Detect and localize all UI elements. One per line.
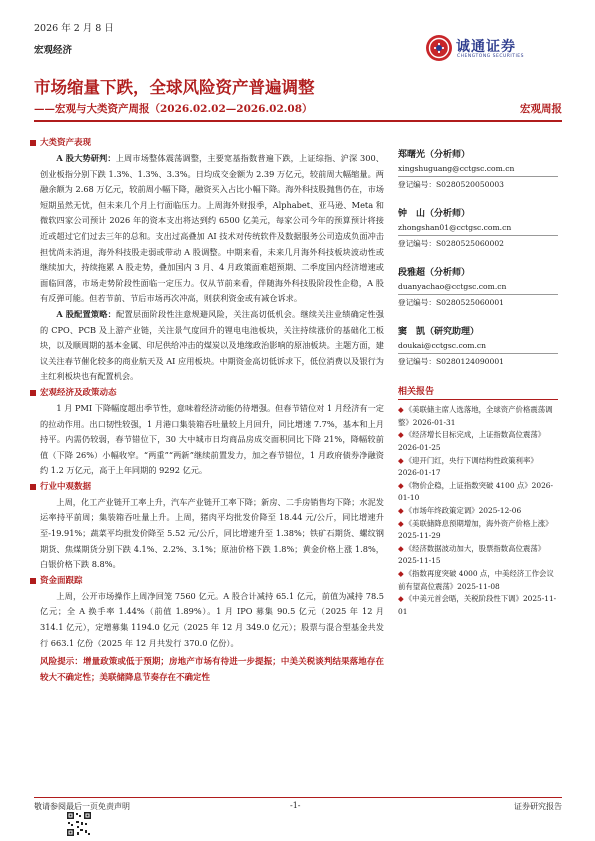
report-subtitle: ——宏观与大类资产周报（2026.02.02—2026.02.08）	[34, 103, 313, 115]
bullet-icon: ◆	[398, 594, 404, 604]
related-report-item[interactable]: ◆《美联储降息预期增加，海外资产价格上涨》2025-11-29	[398, 518, 553, 541]
divider	[398, 235, 558, 236]
report-date: 2026 年 2 月 8 日	[34, 23, 114, 34]
logo-text-en: CHENGTONG SECURITIES	[457, 54, 525, 59]
bullet-icon: ◆	[398, 480, 404, 490]
paragraph-a-share-strategy	[40, 307, 384, 385]
related-report-item[interactable]: ◆《物价企稳，上证指数突破 4100 点》2026-01-10	[398, 480, 553, 503]
related-report-item[interactable]: ◆《经济增长目标完成，上证指数高位震荡》2026-01-25	[398, 430, 546, 452]
report-type: 宏观周报	[520, 103, 562, 115]
footer-disclaimer[interactable]: 敬请参阅最后一页免责声明	[34, 802, 130, 811]
bullet-icon: ◆	[398, 405, 404, 415]
paragraph-a-share-outlook	[40, 151, 384, 307]
paragraph-body: 上周市场整体震荡调整，主要宽基指数普遍下跌，上证综指、沪深 300、创业板指分别下跌 1.3%、1.3%、3.3%。日均成交金额为 2.39 万亿元，较前周大幅缩量。两融余额为 2.68 万亿元，较前周小幅下降，融资买入占比小幅下降。海外科技股抛售仍在，市场短期虽然无忧，但未来几个月上行面临压力。上周海外财报季，Alphabet、亚马逊、Meta 和微软四家公司预计 2026 年的资本支出将达到约 6500 亿美元，每家公司今年的预算预计将接近或超过它们过去三年的总和。支出过高叠加 AI 技术对传统软件及数据服务公司造成负面冲击担忧尚未消退，海外科技股走弱或带动 A 股调整。中期来看，未来几月海外科技板块波动性或继续加大，持续拖累 A 股走势，叠加国内 3 月、4 月政策面难超预期、二季度国内经济增速或面临回落，市场走势阶段性面临一定压力。仅从节前来看，伴随海外科技股阶段性企稳，A 股有反弹可能。但若节前、节后市场再次冲高，则获利资金或有减仓诉求。	[40, 153, 384, 304]
bullet-icon: ◆	[398, 543, 404, 553]
related-divider	[398, 399, 558, 400]
paragraph-funds: 上周，公开市场操作上周净回笼 7560 亿元。A 股合计减持 65.1 亿元，前值为减持 78.5 亿元；全 A 换手率 1.44%（前值 1.89%）。1 月 IPO 募集 90.5 亿元（2025 年 12 月 314.1 亿元），定增募集 1194.0 亿元（2025 年 12 月 349.0 亿元）；股票与混合型基金共发行 663.1 亿份（2025 年 12 月共发行 370.0 亿份）。	[40, 590, 384, 648]
analyst-name: 段雅超（分析师）	[398, 268, 471, 278]
page-number: -1-	[290, 801, 301, 810]
paragraph-body: 配置层面阶段性注意规避风险，关注高切低机会。继续关注业绩确定性强的 CPO、PCB 及上游产业链，关注景气度回升的锂电电池板块，关注持续涨价的基础化工板块，以及顺周期的基本金属、印尼供给冲击的煤炭以及地缘政治影响的原油板块。主题方面，建议关注春节催化较多的商业航天及 AI 应用板块。中期资金高切低诉求下，低位消费以及银行为主红利板块也有配置机会。	[40, 308, 384, 382]
company-logo	[425, 33, 565, 63]
related-report-item[interactable]: ◆《经济数据波动加大，股票指数高位震荡》2025-11-15	[398, 543, 546, 566]
paragraph-macro: 1 月 PMI 下降幅度超出季节性，意味着经济动能仍待增强。但春节错位对 1 月经济有一定的拉动作用。出口韧性较强，1 月港口集装箱吞吐量较上月回升，同比增速 7.7%，基本和上月持平。内需仍较弱，春节错位下，30 大中城市日均商品房成交面积同比下降 21%，降幅较前值（下降 26%）小幅收窄。“两重”“两新”继续前置发力，加之春节错位，1 月政府债券净融资约 1.2 万亿元，高于上年同期的 9292 亿元。	[40, 402, 384, 476]
bullet-icon: ◆	[398, 430, 404, 440]
paragraph-lead: A 股配置策略：	[56, 308, 117, 319]
analyst-reg: 登记编号：S0280520050003	[398, 180, 504, 189]
divider	[398, 294, 558, 295]
related-report-item[interactable]: ◆《迎开门红，央行下调结构性政策利率》2026-01-17	[398, 455, 538, 478]
related-report-item[interactable]: ◆《美联储主席人选落地，全球资产价格震荡调整》2026-01-31	[398, 405, 553, 427]
bullet-icon: ◆	[398, 455, 404, 465]
header-divider	[34, 120, 562, 122]
related-reports-list	[398, 404, 558, 618]
analyst-name: 钟 山（分析师）	[398, 209, 471, 219]
footer-doc-type: 证券研究报告	[514, 802, 562, 811]
footer-divider	[34, 797, 562, 798]
related-report-item[interactable]: ◆《中美元首会晤，关税阶段性下调》2025-11-01	[398, 594, 557, 616]
analyst-reg: 登记编号：S0280525060002	[398, 239, 504, 248]
analyst-card	[398, 148, 558, 191]
analyst-reg: 登记编号：S0280525060001	[398, 298, 504, 307]
analyst-email[interactable]: xingshuguang@cctgsc.com.cn	[398, 164, 515, 173]
analyst-email[interactable]: duanyachao@cctgsc.com.cn	[398, 282, 507, 291]
section-heading-asset: 大类资产表现	[30, 135, 384, 151]
main-column	[40, 135, 384, 686]
analyst-email[interactable]: doukai@cctgsc.com.cn	[398, 341, 487, 350]
analyst-email[interactable]: zhongshan01@cctgsc.com.cn	[398, 223, 512, 232]
section-heading-funds: 资金面跟踪	[30, 573, 384, 589]
sidebar	[398, 148, 558, 618]
paragraph-industry: 上周，化工产业链开工率上升，汽车产业链开工率下降；新房、二手房销售均下降；水泥发运率持平前周；集装箱吞吐量上升。上周，猪肉平均批发价降至 18.44 元/公斤，同比增速升至-19.91%；蔬菜平均批发价降至 5.52 元/公斤，同比增速升至 1.38%；铁矿石期货、螺纹钢期货、焦煤期货分别下跌 4.1%、2.2%、3.1%；原油价格下跌 1.8%；黄金价格上涨 1.8%，白银价格下跌 8.8%。	[40, 496, 384, 570]
report-category: 宏观经济	[34, 45, 73, 56]
related-report-item[interactable]: ◆《市场年终政策定调》2025-12-06	[398, 505, 522, 515]
risk-warning: 风险提示：增量政策或低于预期；房地产市场有待进一步提振；中美关税谈判结果落地存在较大不确定性；美联储降息节奏存在不确定性	[40, 657, 384, 683]
analyst-card	[398, 266, 558, 309]
analyst-card	[398, 325, 558, 368]
paragraph-lead: A 股大势研判：	[56, 153, 116, 163]
logo-emblem-icon	[425, 34, 453, 62]
related-report-item[interactable]: ◆《指数再度突破 4000 点，中美经济工作会议前有望高位震荡》2025-11-08	[398, 568, 554, 591]
divider	[398, 176, 558, 177]
qr-code-icon	[66, 811, 92, 837]
logo-text-cn: 诚通证券	[456, 39, 516, 55]
section-heading-industry: 行业中观数据	[30, 479, 384, 495]
analyst-reg: 登记编号：S0280124090001	[398, 357, 504, 366]
analyst-name: 窦 凯（研究助理）	[398, 327, 480, 337]
bullet-icon: ◆	[398, 568, 404, 578]
bullet-icon: ◆	[398, 518, 404, 528]
related-reports-heading: 相关报告	[398, 387, 435, 397]
divider	[398, 353, 558, 354]
bullet-icon: ◆	[398, 505, 404, 515]
report-title: 市场缩量下跌，全球风险资产普遍调整	[34, 78, 315, 97]
analyst-name: 郑曙光（分析师）	[398, 150, 471, 160]
section-heading-macro: 宏观经济及政策动态	[30, 385, 384, 401]
analyst-card	[398, 207, 558, 250]
